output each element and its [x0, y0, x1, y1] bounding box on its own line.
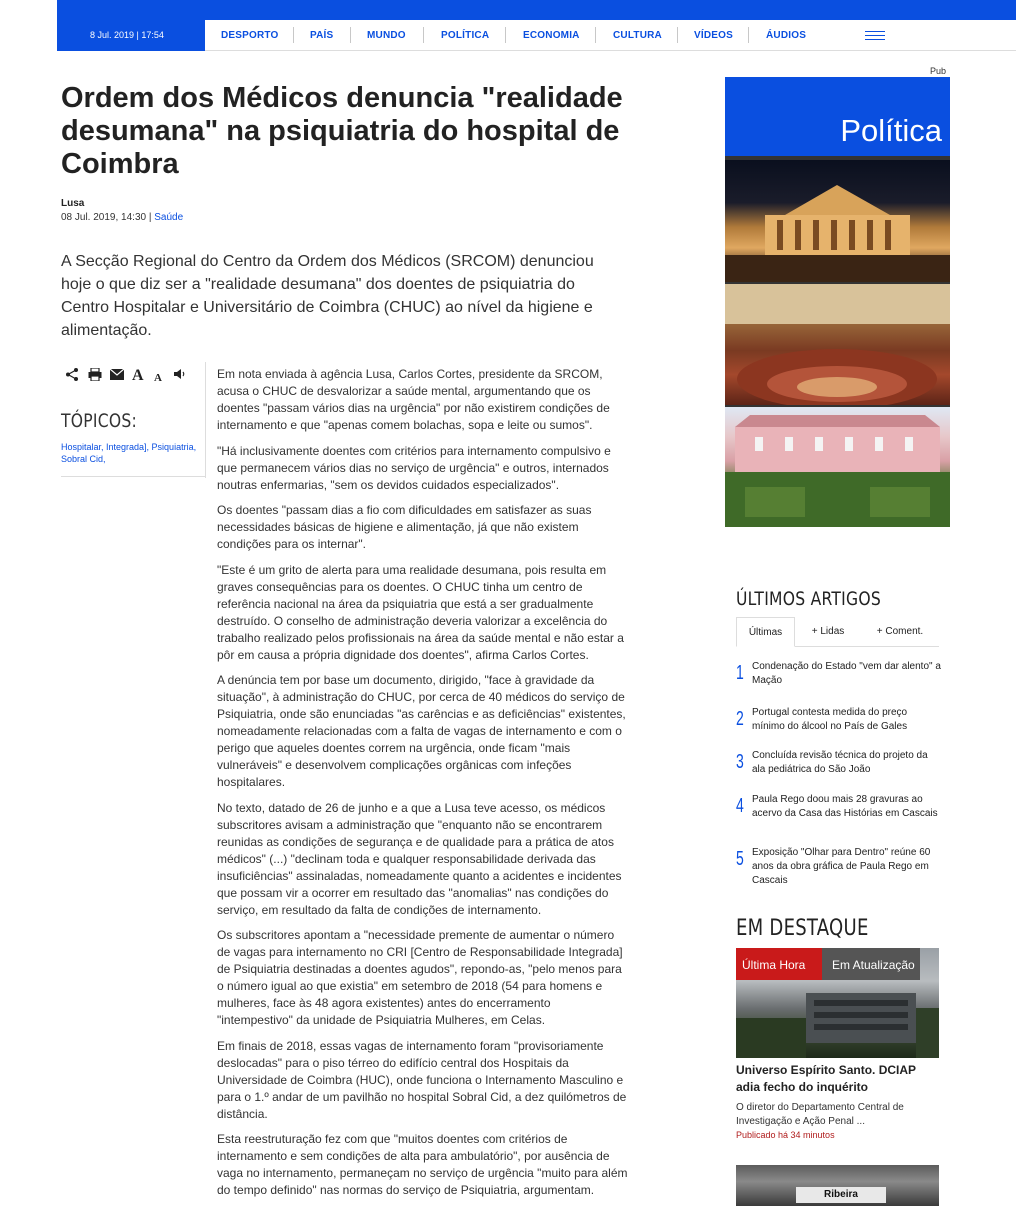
parliament-night-image: [725, 160, 950, 282]
article-paragraph: Os doentes "passam dias a fio com dificuldades em satisfazer as suas necessidades básicas de higiene e alimentação, já que não existem condições para os internar".: [217, 503, 592, 551]
list-item-title[interactable]: Exposição "Olhar para Dentro" reúne 60 anos da obra gráfica de Paula Rego em Cascais: [752, 847, 931, 886]
topics-title: TÓPICOS:: [61, 410, 138, 432]
nav-divider: [677, 27, 678, 43]
list-item-number: 1: [736, 662, 744, 684]
promo-banner[interactable]: [725, 77, 950, 527]
article-category-link[interactable]: Saúde: [154, 212, 184, 223]
latest-tabs: [736, 617, 939, 647]
divider: [61, 476, 205, 477]
promo-title: Política: [840, 113, 942, 148]
highlight-story-summary: O diretor do Departamento Central de Investigação e Ação Penal ...: [736, 1102, 904, 1127]
nav-divider: [595, 27, 596, 43]
article-paragraph: "Este é um grito de alerta para uma realidade desumana, pois resulta em graves consequências para os doentes. O CHUC tinha um centro de referência nacional na área da psiquiatria que está a ser gradualmente destruído. O conselho de administração deveria valorizar a excelência do trabalho realizado pelos profissionais na área da saúde mental e não estar a pôr em causa a própria dignidade dos doentes", afirma Carlos Cortes.: [217, 562, 624, 662]
topics-line[interactable]: Sobral Cid,: [61, 454, 106, 464]
nav-divider: [748, 27, 749, 43]
list-item-title[interactable]: Concluída revisão técnica do projeto da ala pediátrica do São João: [752, 750, 928, 775]
topics-list: [61, 441, 206, 465]
nav-desporto[interactable]: DESPORTO: [221, 30, 279, 41]
tab-most-commented[interactable]: + Coment.: [876, 626, 924, 637]
nav-videos[interactable]: VÍDEOS: [694, 30, 733, 41]
article-paragraph: Esta reestruturação fez com que "muitos doentes com critérios de internamento e sem condições de alta para ambulatório", por ausência de vaga no internamento, permaneçam no serviço de urgência "muito para além do tempo definido" nas normas do serviço de Psiquiatria, argumentam.: [217, 1132, 628, 1197]
list-item-number: 3: [736, 751, 744, 773]
nav-divider: [350, 27, 351, 43]
updating-badge: Em Atualização: [822, 948, 920, 980]
article-author: Lusa: [61, 198, 85, 209]
list-item-number: 4: [736, 795, 744, 817]
nav-cultura[interactable]: CULTURA: [613, 30, 662, 41]
highlight-image[interactable]: [736, 948, 939, 1058]
brand-strip: [57, 0, 1016, 20]
font-increase-icon[interactable]: A: [132, 367, 144, 384]
article-date: 08 Jul. 2019, 14:30 |: [61, 212, 155, 223]
divider: [205, 362, 206, 478]
street-sign: Ribeira: [796, 1187, 886, 1203]
nav-divider: [423, 27, 424, 43]
highlight-story-title[interactable]: Universo Espírito Santo. DCIAP adia fecho do inquérito: [736, 1063, 916, 1094]
article-body: [217, 366, 629, 1206]
list-item-number: 5: [736, 848, 744, 870]
share-icon[interactable]: [66, 368, 78, 385]
article-paragraph: Em finais de 2018, essas vagas de internamento foram "provisoriamente deslocadas" para o piso térreo do edifício central dos Hospitais da Universidade de Coimbra (HUC), onde funciona o Internamento Masculino e para o 1.º andar de um pavilhão no hospital Sobral Cid, a dez quilómetros de distância.: [217, 1038, 627, 1121]
second-highlight-image[interactable]: [736, 1165, 939, 1206]
font-decrease-icon[interactable]: A: [154, 372, 162, 384]
article-paragraph: No texto, datado de 26 de junho e a que a Lusa teve acesso, os médicos subscritores avisam a administração que "enquanto não se encontrarem reunidas as condições de segurança e de qualidade para a prática de atos médicos" (...) "declinam toda e qualquer responsabilidade derivada das insuficiências" assinaladas, nomeadamente quanto a acidentes e incidentes que possam vir a ocorrer em resultado das "anomalias" nas condições do serviço, em resultado da falta de condições de internamento.: [217, 800, 622, 917]
nav-audios[interactable]: ÁUDIOS: [766, 30, 807, 41]
list-item-number: 2: [736, 708, 744, 730]
ad-label: Pub: [930, 66, 947, 76]
breaking-news-badge: Última Hora: [736, 948, 822, 980]
main-nav: [205, 20, 1016, 51]
nav-divider: [505, 27, 506, 43]
nav-divider: [293, 27, 294, 43]
print-icon[interactable]: [88, 368, 102, 385]
list-item-title[interactable]: Paula Rego doou mais 28 gravuras ao acervo da Casa das Histórias em Cascais: [752, 794, 938, 819]
nav-politica[interactable]: POLÍTICA: [441, 30, 490, 41]
article-title: Ordem dos Médicos denuncia "realidade desumana" na psiquiatria do hospital de Coimbra: [61, 82, 623, 180]
email-icon[interactable]: [110, 368, 124, 384]
nav-mundo[interactable]: MUNDO: [367, 30, 406, 41]
nav-economia[interactable]: ECONOMIA: [523, 30, 580, 41]
palace-garden-image: [725, 407, 950, 527]
highlight-title: EM DESTAQUE: [736, 916, 869, 941]
audio-icon[interactable]: [174, 368, 186, 384]
article-paragraph: Em nota enviada à agência Lusa, Carlos Cortes, presidente da SRCOM, acusa o CHUC de desvalorizar a saúde mental, argumentando que os doentes "passam vários dias na urgência" por não existirem condições de internamento e que "apenas comem bolachas, sopa e leite ou sumos".: [217, 367, 610, 432]
list-item-title[interactable]: Portugal contesta medida do preço mínimo do álcool no País de Gales: [752, 707, 908, 732]
article-paragraph: Os subscritores apontam a "necessidade premente de aumentar o número de vagas para internamento no CRI [Centro de Responsabilidade Integrada] de Psiquiatria destinadas a doentes agudos", repondo-as, "pelo menos para o número igual ao que existia" em setembro de 2018 (54 para homens e mulheres, face às 48 agora existentes) antes do encerramento "intempestivo" da unidade de Psiquiatria Mulheres, em Celas.: [217, 928, 623, 1027]
tab-latest[interactable]: Últimas: [736, 617, 795, 647]
article-dateline: [61, 212, 183, 223]
article-lead: A Secção Regional do Centro da Ordem dos Médicos (SRCOM) denunciou hoje o que diz ser a "realidade desumana" dos doentes de psiquiatria do Centro Hospitalar e Universitário de Coimbra (CHUC) ao nível da higiene e alimentação.: [61, 253, 594, 339]
header-datetime: 8 Jul. 2019 | 17:54: [57, 20, 205, 51]
list-item-title[interactable]: Condenação do Estado "vem dar alento" a Mação: [752, 661, 941, 686]
highlight-story-time: Publicado há 34 minutos: [736, 1130, 835, 1140]
topics-line[interactable]: Hospitalar, Integrada], Psiquiatria,: [61, 442, 197, 452]
tab-most-read[interactable]: + Lidas: [811, 626, 845, 637]
top-navigation-bar: [57, 0, 1016, 51]
promo-header: [725, 77, 950, 156]
parliament-chamber-image: [725, 284, 950, 405]
article-paragraph: "Há inclusivamente doentes com critérios para internamento compulsivo e que permanecem vários dias no serviço de urgência" e outros, internados noutras enfermarias, "sem os devidos cuidados especializados".: [217, 443, 611, 492]
hamburger-icon[interactable]: [865, 31, 885, 41]
article-paragraph: A denúncia tem por base um documento, dirigido, "face à gravidade da situação", à administração do CHUC, por cerca de 40 médicos do serviço de Psiquiatria, onde são enunciadas "as carências e as deficiências" existentes, nomeadamente relacionadas com a falta de vagas de internamento e com o perigo que aqueles doentes correm na urgência, onde ficam "mais vulneráveis" e desenvolvem complicações orgânicas com infeções hospitalares.: [217, 673, 626, 789]
latest-articles-title: ÚLTIMOS ARTIGOS: [736, 588, 881, 610]
nav-pais[interactable]: PAÍS: [310, 30, 334, 41]
